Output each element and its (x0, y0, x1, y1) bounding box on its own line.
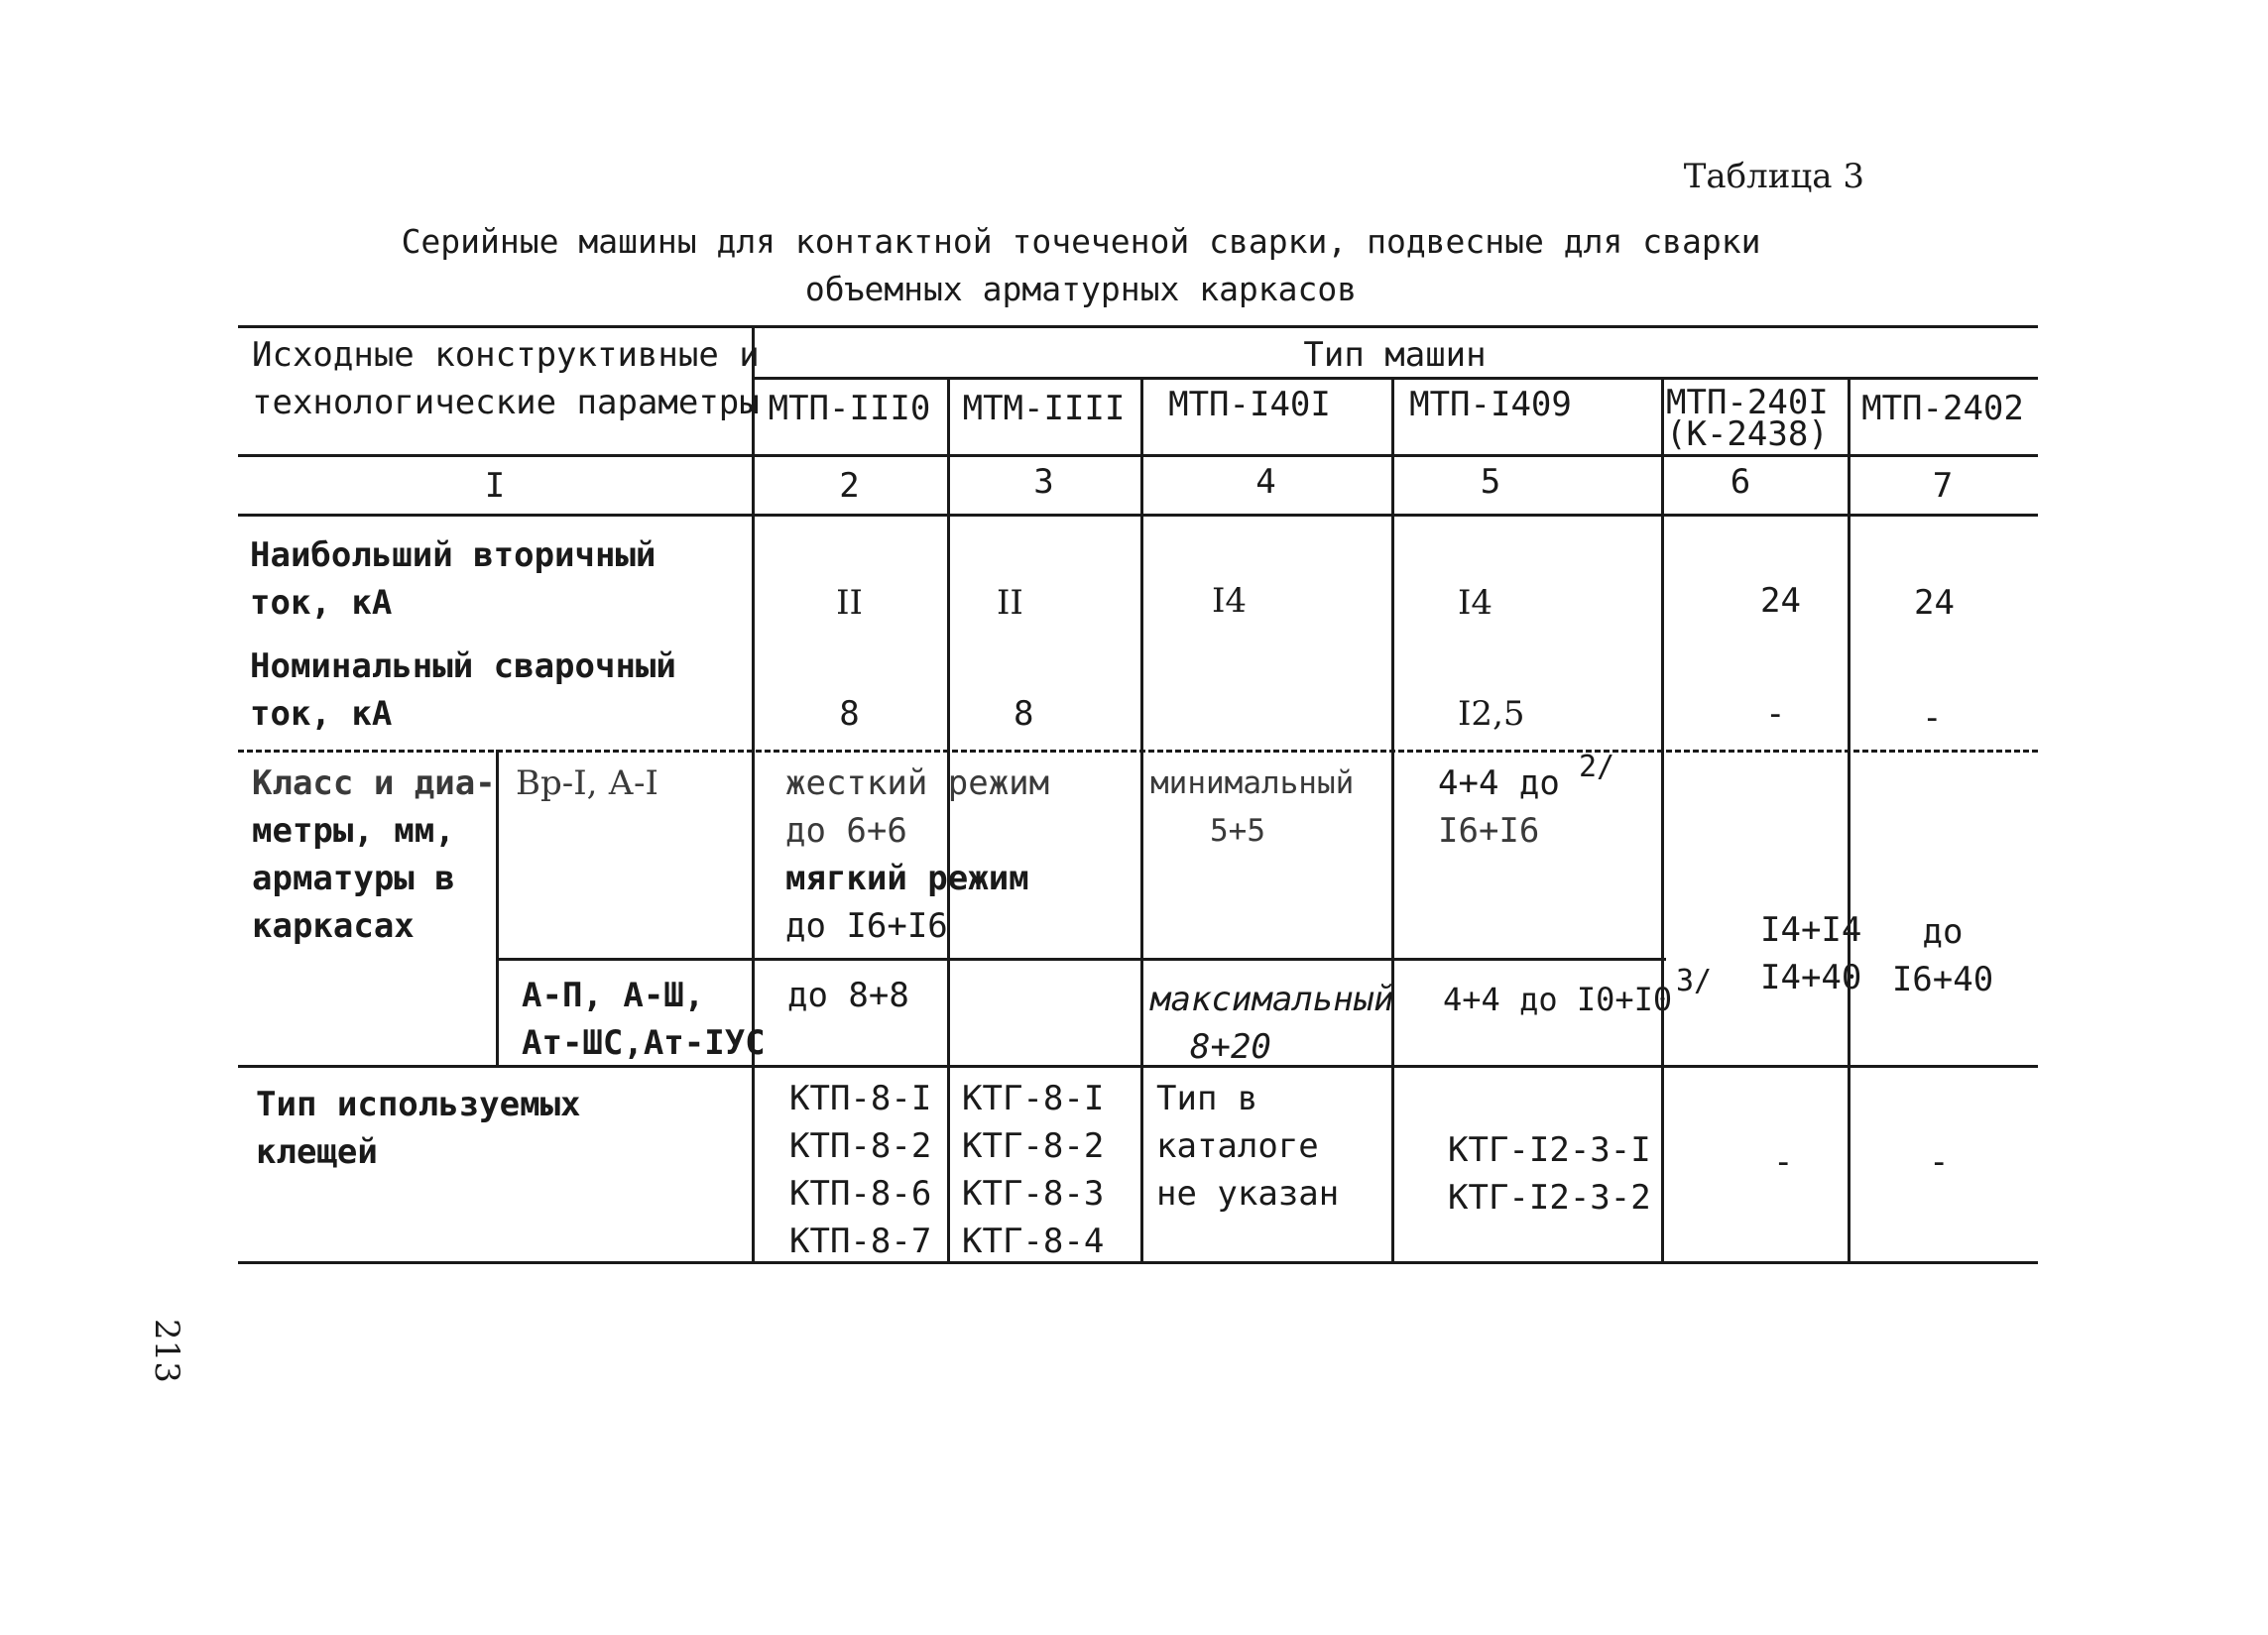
title-line-2: объемных арматурных каркасов (804, 270, 1358, 308)
rebar-sub1-col-2-line-4: до I6+I6 (785, 906, 948, 946)
header-params-line-1: Исходные конструктивные и (252, 335, 760, 375)
rebar-sub2-col-5: 4+4 до I0+I0 (1443, 981, 1673, 1018)
col-rule-3 (1140, 377, 1143, 1261)
clamps-col-2 (789, 1075, 931, 1265)
rule-rebar-sub (496, 958, 1666, 961)
rebar-sub2-col-4-line-2: 8+20 (1190, 1027, 1271, 1067)
welding-current-col-2: 8 (839, 694, 860, 734)
rebar-sub1-col-5-line-2: I6+I6 (1438, 811, 1540, 851)
clamps-col-5 (1448, 1126, 1651, 1222)
sub-label-rule (496, 750, 499, 1065)
rebar-col-7 (1848, 908, 2038, 1003)
page-number: 213 (147, 1319, 186, 1383)
welding-current-col-5: I2,5 (1458, 694, 1525, 734)
clamps-col-5-line-2: КТГ-I2-3-2 (1448, 1178, 1651, 1218)
rebar-sub1-col-5-line-1: 4+4 до (1438, 763, 1560, 803)
welding-current-col-7: - (1922, 698, 1943, 738)
clamps-col-4 (1156, 1075, 1339, 1218)
welding-current-col-3: 8 (1014, 694, 1034, 734)
header-machine-type: Тип машин (1303, 335, 1487, 375)
rebar-label-line-3: арматуры в (252, 859, 455, 898)
clamps-col-4-line-2: каталоге (1156, 1126, 1319, 1166)
welding-current-label-line-1: Номинальный сварочный (250, 646, 676, 686)
welding-current-label-line-2: ток, кА (250, 694, 393, 734)
rebar-sub2-label-line-1: А-П, А-Ш, (522, 976, 705, 1015)
clamps-col-6: - (1773, 1142, 1794, 1182)
secondary-current-col-2: II (836, 583, 863, 623)
rule-numbers-bottom (238, 514, 2038, 517)
col-number-4: 4 (1255, 462, 1276, 502)
rebar-label (252, 759, 496, 950)
rebar-sub1-col-4-line-1: минимальный (1150, 765, 1355, 801)
rebar-sub1-col-2-line-2: до 6+6 (785, 811, 907, 851)
secondary-current-col-3: II (997, 583, 1023, 623)
rebar-sub2-col-4-line-1: максимальный (1150, 980, 1394, 1019)
rule-currents-bottom (238, 750, 2038, 753)
col-number-7: 7 (1932, 466, 1954, 506)
col-number-1: I (484, 466, 506, 506)
header-params (252, 331, 760, 426)
clamps-col-5-line-1: КТГ-I2-3-I (1448, 1130, 1651, 1170)
rebar-sub1-footnote: 2/ (1579, 750, 1615, 784)
secondary-current-col-7: 24 (1914, 583, 1955, 623)
col-number-2: 2 (839, 466, 860, 506)
clamps-label (256, 1081, 581, 1176)
rebar-label-line-2: метры, мм, (252, 811, 455, 851)
rebar-sub2-label-line-2: Ат-ШС,Ат-IУС (522, 1023, 766, 1063)
machine-col-6-line-1: МТП-240I (1666, 383, 1829, 422)
clamps-col-2-line-1: КТП-8-I (789, 1079, 932, 1118)
col-number-5: 5 (1480, 462, 1501, 502)
clamps-col-3-line-1: КТГ-8-I (962, 1079, 1105, 1118)
col-rule-4 (1391, 377, 1394, 1261)
rebar-label-line-4: каркасах (252, 906, 415, 946)
secondary-current-col-6: 24 (1760, 581, 1801, 621)
col-number-6: 6 (1730, 462, 1751, 502)
clamps-col-3-line-3: КТГ-8-3 (962, 1174, 1105, 1214)
machine-col-6 (1666, 383, 1829, 454)
rebar-sub1-col-5 (1438, 759, 1560, 855)
header-params-line-2: технологические параметры (252, 383, 760, 422)
rebar-sub1-col-2-line-3: мягкий режим (785, 859, 1029, 898)
clamps-label-line-1: Тип используемых (256, 1085, 581, 1124)
rebar-sub1-col-4 (1150, 759, 1354, 855)
clamps-col-4-line-1: Тип в (1156, 1079, 1258, 1118)
rebar-sub1-label: Вр-I, А-I (516, 763, 658, 803)
rebar-sub1-col-2-line-1: жесткий режим (785, 763, 1050, 803)
secondary-current-label (250, 531, 656, 627)
rebar-sub1-col-2 (785, 759, 1049, 950)
clamps-col-2-line-2: КТП-8-2 (789, 1126, 932, 1166)
clamps-label-line-2: клещей (256, 1132, 378, 1172)
rebar-sub2-col-4 (1150, 976, 1394, 1071)
secondary-current-col-5: I4 (1458, 583, 1493, 623)
machine-col-5: МТП-I409 (1409, 385, 1572, 424)
clamps-col-7: - (1929, 1142, 1950, 1182)
rebar-col-7-line-2: I6+40 (1891, 960, 1994, 999)
rebar-col-7-line-1: до (1922, 912, 1964, 952)
rule-header-bottom (238, 454, 2038, 457)
title-line-1: Серийные машины для контактной точеченой сварки, подвесные для сварки (401, 222, 1761, 261)
machine-col-2: МТП-III0 (768, 389, 931, 428)
table-title (298, 218, 1864, 313)
welding-current-label (250, 642, 676, 738)
rebar-col-6-line-2: I4+40 (1760, 958, 1862, 997)
rebar-sub2-label (522, 972, 766, 1067)
clamps-col-2-line-3: КТП-8-6 (789, 1174, 932, 1214)
clamps-col-3 (962, 1075, 1104, 1265)
rebar-col-6-line-1: I4+I4 (1760, 910, 1862, 950)
machine-col-6-line-2: (К-2438) (1666, 414, 1829, 454)
table-label: Таблица 3 (1683, 157, 1864, 196)
secondary-current-col-4: I4 (1212, 581, 1248, 621)
rule-rebar-bottom (238, 1065, 2038, 1068)
rule-top (238, 325, 2038, 328)
rebar-sub1-col-4-line-2: 5+5 (1210, 813, 1265, 849)
rebar-label-line-1: Класс и диа- (252, 763, 496, 803)
secondary-current-label-line-1: Наибольший вторичный (250, 535, 657, 575)
col-rule-5 (1661, 377, 1664, 1261)
rule-bottom (238, 1261, 2038, 1264)
clamps-col-4-line-3: не указан (1156, 1174, 1340, 1214)
rebar-col-6 (1760, 906, 1861, 1001)
clamps-col-3-line-4: КТГ-8-4 (962, 1222, 1105, 1261)
machine-col-3: МТМ-IIII (962, 389, 1126, 428)
machine-col-7: МТП-2402 (1861, 389, 2024, 428)
secondary-current-label-line-2: ток, кА (250, 583, 393, 623)
rebar-sub2-col-2: до 8+8 (787, 976, 909, 1015)
machine-col-4: МТП-I40I (1168, 385, 1331, 424)
clamps-col-2-line-4: КТП-8-7 (789, 1222, 932, 1261)
rebar-sub2-footnote: 3/ (1676, 964, 1713, 998)
col-number-3: 3 (1033, 462, 1054, 502)
welding-current-col-6: - (1765, 694, 1786, 734)
clamps-col-3-line-2: КТГ-8-2 (962, 1126, 1105, 1166)
